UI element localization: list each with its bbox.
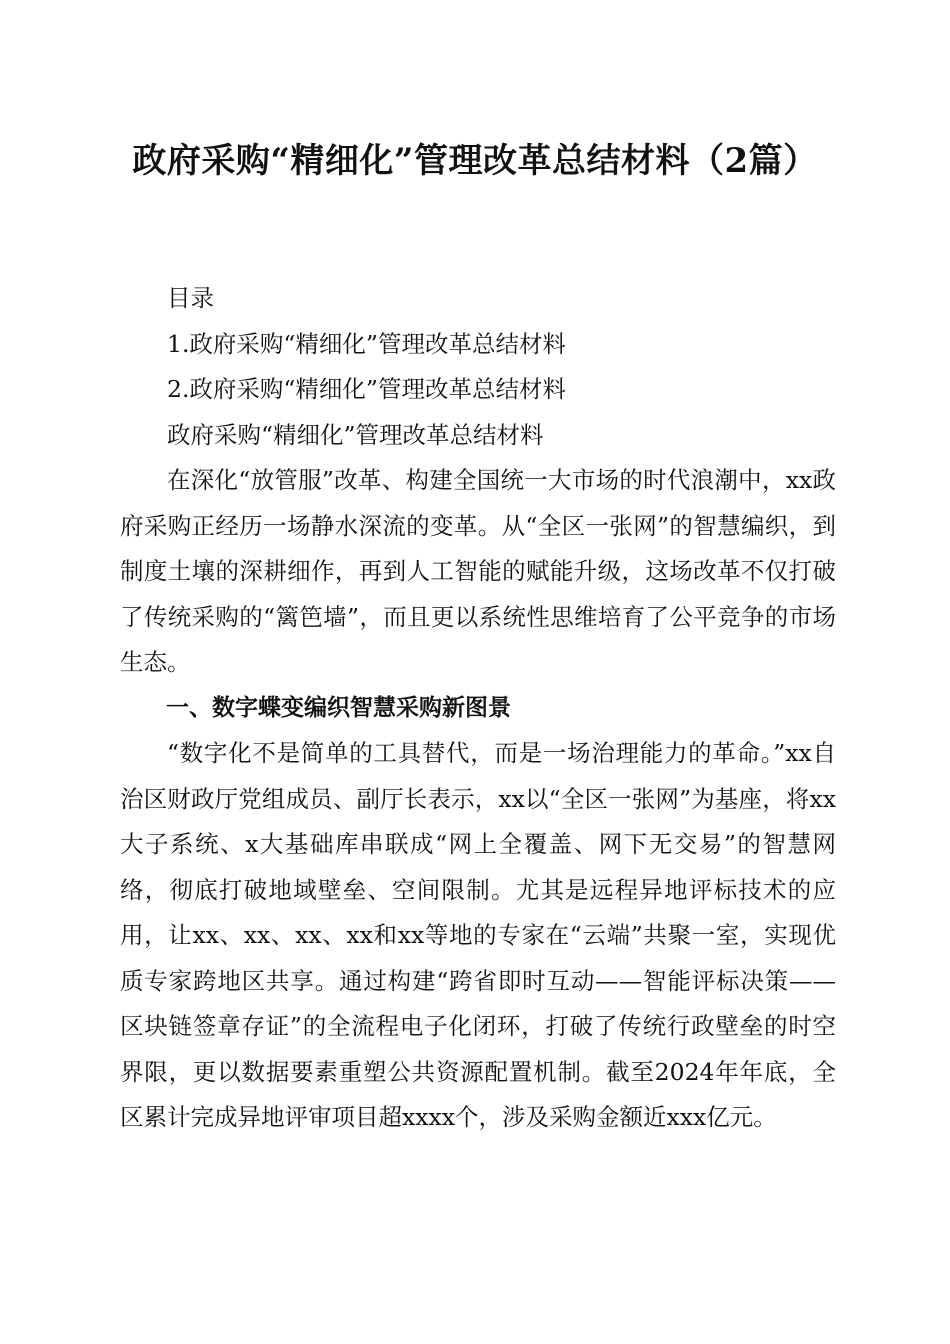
document-body (120, 276, 836, 1141)
toc-heading: 目录 (167, 284, 214, 312)
document-title: 政府采购“精细化”管理改革总结材料（2篇） (132, 141, 818, 181)
article-title: 政府采购“精细化”管理改革总结材料 (167, 420, 544, 449)
intro-paragraph: 在深化“放管服”改革、构建全国统一大市场的时代浪潮中，xx政府采购正经历一场静水深流的变革。从“全区一张网”的智慧编织，到制度土壤的深耕细作，再到人工智能的赋能升级，这场改革不仅打破了传统采购的“篱笆墙”，而且更以系统性思维培育了公平竞争的市场生态。 (120, 466, 836, 676)
section-heading: 一、数字蝶变编织智慧采购新图景 (166, 694, 511, 721)
toc-item: 1.政府采购“精细化”管理改革总结材料 (167, 329, 566, 358)
section-paragraph: “数字化不是简单的工具替代，而是一场治理能力的革命。”xx自治区财政厅党组成员、副厅长表示，xx以“全区一张网”为基座，将xx大子系统、x大基础库串联成“网上全覆盖、网下无交易”的智慧网络，彻底打破地域壁垒、空间限制。尤其是远程异地评标技术的应用，让xx、xx、xx、xx和xx等地的专家在“云端”共聚一室，实现优质专家跨地区共享。通过构建“跨省即时互动——智能评标决策——区块链签章存证”的全流程电子化闭环，打破了传统行政壁垒的时空界限，更以数据要素重塑公共资源配置机制。截至2024年年底，全区累计完成异地评审项目超xxxx个，涉及采购金额近xxx亿元。 (120, 739, 836, 1131)
toc-item: 2.政府采购“精细化”管理改革总结材料 (167, 375, 566, 403)
